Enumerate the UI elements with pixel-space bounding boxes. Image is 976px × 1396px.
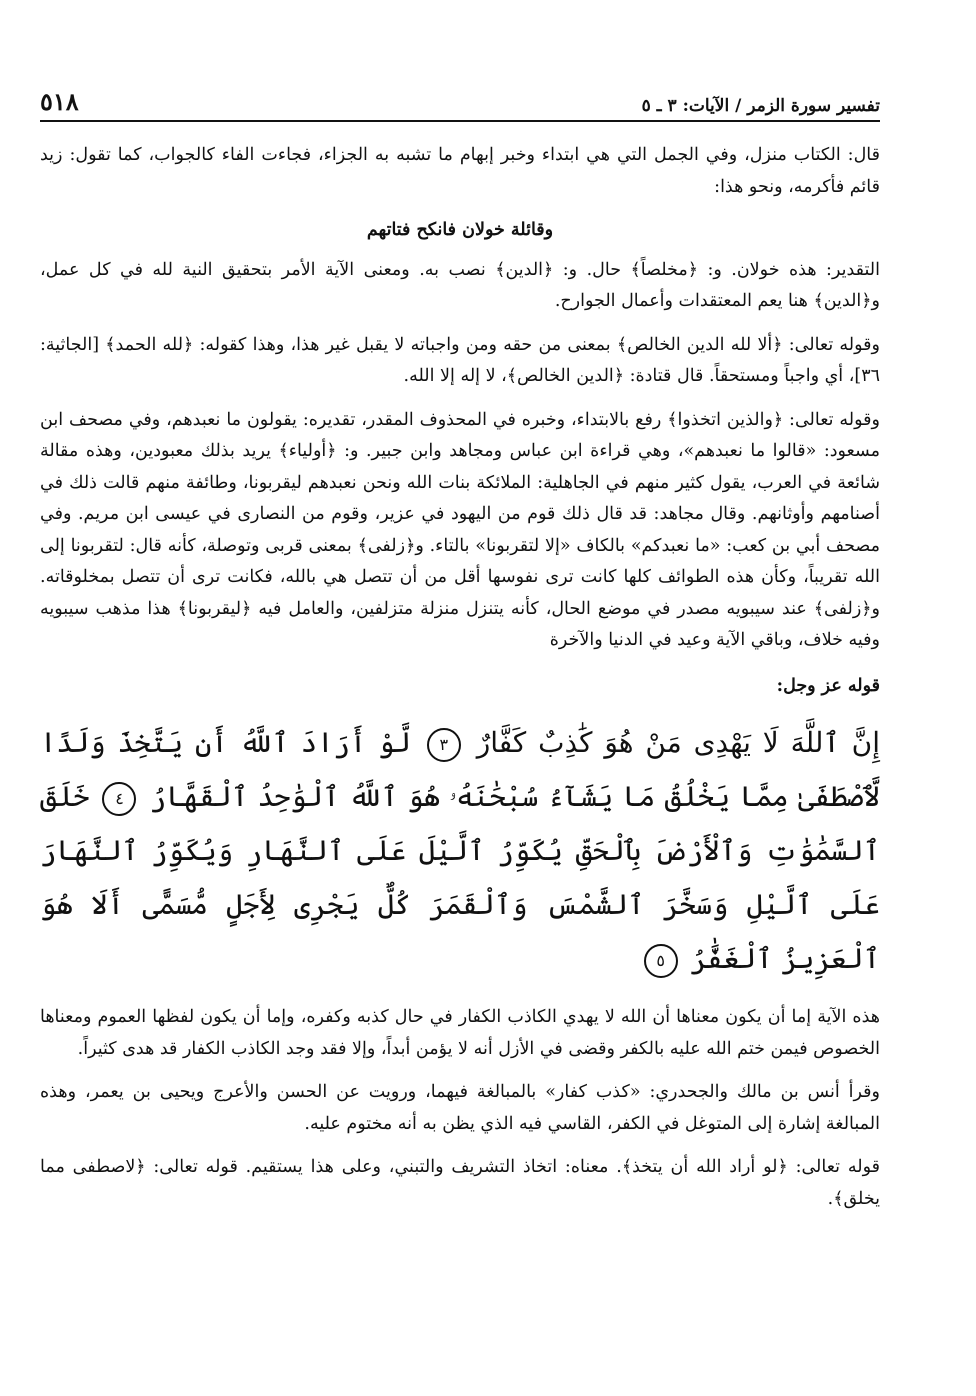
page-body: [40, 140, 880, 1227]
paragraph-2: التقدير: هذه خولان. و: ﴿مخلصاً﴾ حال. و: ﴿الدين﴾ نصب به. ومعنى الآية الأمر بتحقيق النية لله في كل عمل، و﴿الدين﴾ هنا يعم المعتقدات وأعمال الجوارح.: [40, 259, 880, 311]
paragraph-5: هذه الآية إما أن يكون معناها أن الله لا يهدي الكاذب الكفار في حال كذبه وكفره، وإما أن يكون لفظها العموم ومعناها الخصوص فيمن ختم الله عليه بالكفر وقضى في الأزل أنه لا يؤمن أبداً، وإلا فقد وجد الكاذب الكفار قد هدى كثيراً.: [40, 1007, 880, 1059]
paragraph-4: وقوله تعالى: ﴿والذين اتخذوا﴾ رفع بالابتداء، وخبره في المحذوف المقدر، تقديره: يقولون ما نعبدهم، وفي مصحف ابن مسعود: «قالوا ما نعبدهم»، وهي قراءة ابن عباس ومجاهد وابن جبير. و: ﴿أولياء﴾ يريد بذلك معبودين، وهذه مقالة شائعة في العرب، يقول كثير منهم في الجاهلية: الملائكة بنات الله ونحن نعبدهم ليقربونا، وطائفة منهم قالت ذلك في أصنامهم وأوثانهم. وقال مجاهد: قد قال ذلك قوم من اليهود في عزير، وقوم من النصارى في عيسى ابن مريم. وفي مصحف أبي بن كعب: «ما نعبدكم» بالكاف «إلا لتقربونا» بالتاء. و﴿زلفى﴾ بمعنى قربى وتوصلة، كأنه قال: لتقربونا إلى الله تقريباً، وكأن هذه الطوائف كلها كانت ترى نفوسها أقل من أن تتصل هي بالله، فكانت ترى أن تتصل بمخلوقاته. و﴿زلفى﴾ عند سيبويه مصدر في موضع الحال، كأنه يتنزل منزلة متزلفين، والعامل فيه ﴿ليقربونا﴾ هذا مذهب سيبويه وفيه خلاف، وباقي الآية وعيد في الدنيا والآخرة: [40, 409, 880, 650]
book-page: [40, 86, 880, 1386]
ayah-number-4: ٤: [102, 782, 136, 816]
paragraph-1: قال: الكتاب منزل، وفي الجمل التي هي ابتداء وخبر إبهام ما تشبه به الجزاء، فجاءت الفاء كالجواب، كما تقول: زيد قائم فأكرمه، ونحو هذا:: [40, 145, 880, 197]
ayah-number-5: ٥: [644, 944, 678, 978]
poetry-line: وقائلة خولان فانكح فتاتهم: [366, 220, 554, 240]
page-header: [40, 86, 880, 122]
ayah-number-3: ٣: [427, 728, 461, 762]
paragraph-7: قوله تعالى: ﴿لو أراد الله أن يتخذ﴾. معناه: اتخاذ التشريف والتبني، وعلى هذا يستقيم. قوله تعالى: ﴿لاصطفى مما يخلق﴾.: [40, 1157, 880, 1209]
verse-intro: قوله عز وجل:: [776, 675, 880, 696]
quran-verses: [40, 716, 880, 986]
quran-verse-3: إِنَّ ٱللَّهَ لَا يَهْدِى مَنْ هُوَ كَٰذِبٌ كَفَّارٌ: [476, 726, 880, 759]
quran-verse-5: خَلَقَ ٱلسَّمَٰوَٰتِ وَٱلْأَرْضَ بِٱلْحَقِّ يُكَوِّرُ ٱلَّيْلَ عَلَى ٱلنَّهَارِ وَيُكَوِّرُ ٱلنَّهَارَ عَلَى ٱلَّيْلِ وَسَخَّرَ ٱلشَّمْسَ وَٱلْقَمَرَ كُلٌّ يَجْرِى لِأَجَلٍ مُّسَمًّى أَلَا هُوَ ٱلْعَزِيزُ ٱلْغَفَّٰرُ: [40, 780, 880, 975]
running-title: تفسير سورة الزمر / الآيات: ٣ ـ ٥: [641, 96, 880, 116]
paragraph-6: وقرأ أنس بن مالك والجحدري: «كذب كفار» بالمبالغة فيهما، ورويت عن الحسن والأعرج ويحيى بن يعمر، وهذه المبالغة إشارة إلى المتوغل في الكفر، القاسي فيه الذي يظن به أنه مختوم عليه.: [40, 1082, 880, 1134]
quran-verse-4: لَّوْ أَرَادَ ٱللَّهُ أَن يَتَّخِذَ وَلَدًا لَّٱصْطَفَىٰ مِمَّا يَخْلُقُ مَا يَشَآءُ سُبْحَٰنَهُۥ هُوَ ٱللَّهُ ٱلْوَٰحِدُ ٱلْقَهَّارُ: [40, 726, 880, 813]
page-number: ٥١٨: [40, 87, 79, 116]
paragraph-3: وقوله تعالى: ﴿ألا لله الدين الخالص﴾ بمعنى من حقه ومن واجباته لا يقبل غير هذا، وهذا كقوله: ﴿لله الحمد﴾ [الجاثية: ٣٦]، أي واجباً ومستحقاً. قال قتادة: ﴿الدين الخالص﴾، لا إله إلا الله.: [40, 334, 880, 386]
